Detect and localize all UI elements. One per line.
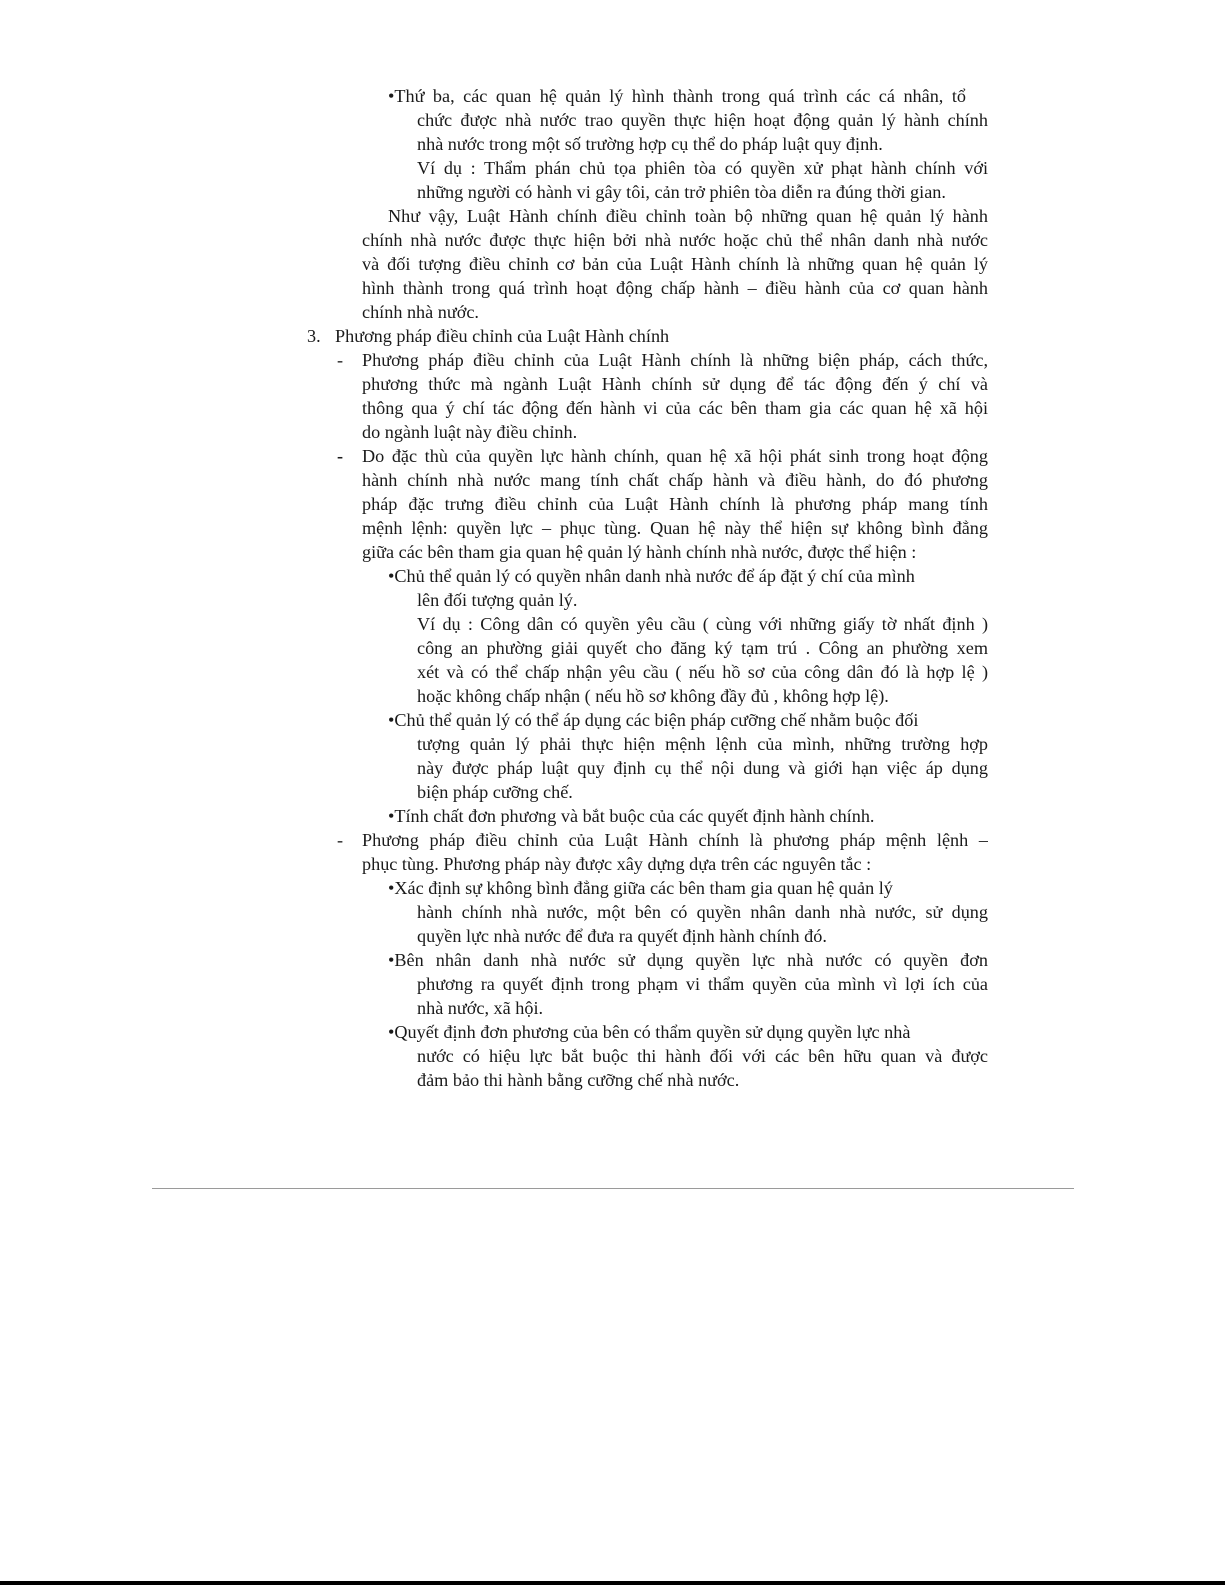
bullet-item: •Tính chất đơn phương và bắt buộc của các quyết định hành chính. bbox=[388, 806, 875, 826]
bullet-item: •Bên nhân danh nhà nước sử dụng quyền lực nhà nước có quyền đơn bbox=[388, 950, 988, 970]
bullet-item: •Quyết định đơn phương của bên có thẩm quyền sử dụng quyền lực nhà bbox=[388, 1022, 911, 1042]
body-line: chức được nhà nước trao quyền thực hiện hoạt động quản lý hành chính bbox=[417, 110, 988, 130]
dash-item-line: phương thức mà ngành Luật Hành chính sử dụng để tác động đến ý chí và bbox=[362, 374, 988, 394]
section-number: 3. bbox=[307, 326, 321, 346]
bullet-item-line: phương ra quyết định trong phạm vi thẩm quyền của mình vì lợi ích của bbox=[417, 974, 988, 994]
summary-paragraph-line: chính nhà nước được thực hiện bởi nhà nước hoặc chủ thể nhân danh nhà nước bbox=[362, 230, 988, 250]
dash-item-line: do ngành luật này điều chỉnh. bbox=[362, 422, 578, 442]
bullet-item-line: nước có hiệu lực bắt buộc thi hành đối với các bên hữu quan và được bbox=[417, 1046, 988, 1066]
summary-paragraph-line: chính nhà nước. bbox=[362, 302, 479, 322]
dash-marker: - bbox=[337, 830, 344, 850]
section-heading: Phương pháp điều chỉnh của Luật Hành chính bbox=[335, 326, 670, 346]
bullet-item-line: biện pháp cưỡng chế. bbox=[417, 782, 573, 802]
bullet-item-line: đảm bảo thi hành bằng cưỡng chế nhà nước. bbox=[417, 1070, 740, 1090]
bullet-item: •Xác định sự không bình đẳng giữa các bên tham gia quan hệ quản lý bbox=[388, 878, 893, 898]
dash-item-line: giữa các bên tham gia quan hệ quản lý hành chính nhà nước, được thể hiện : bbox=[362, 542, 917, 562]
dash-item-line: Phương pháp điều chỉnh của Luật Hành chính là phương pháp mệnh lệnh – bbox=[362, 830, 988, 850]
example-line: những người có hành vi gây tôi, cản trở phiên tòa diễn ra đúng thời gian. bbox=[417, 182, 946, 202]
example-line: Ví dụ : Thẩm phán chủ tọa phiên tòa có quyền xử phạt hành chính với bbox=[417, 158, 988, 178]
bullet-item-line: quyền lực nhà nước để đưa ra quyết định hành chính đó. bbox=[417, 926, 827, 946]
bullet-item-line: hành chính nhà nước, một bên có quyền nhân danh nhà nước, sử dụng bbox=[417, 902, 988, 922]
body-line: nhà nước trong một số trường hợp cụ thể do pháp luật quy định. bbox=[417, 134, 883, 154]
bullet-item-line: tượng quản lý phải thực hiện mệnh lệnh của mình, những trường hợp bbox=[417, 734, 988, 754]
example-line: công an phường giải quyết cho đăng ký tạm trú . Công an phường xem bbox=[417, 638, 988, 658]
example-line: xét và có thể chấp nhận yêu cầu ( nếu hồ sơ của công dân đó là hợp lệ ) bbox=[417, 662, 988, 682]
example-line: Ví dụ : Công dân có quyền yêu cầu ( cùng với những giấy tờ nhất định ) bbox=[417, 614, 988, 634]
bullet-item: •Chủ thể quản lý có quyền nhân danh nhà nước để áp đặt ý chí của mình bbox=[388, 566, 915, 586]
bullet-item-line: nhà nước, xã hội. bbox=[417, 998, 544, 1018]
example-line: hoặc không chấp nhận ( nếu hồ sơ không đầy đủ , không hợp lệ). bbox=[417, 686, 889, 706]
dash-item-line: pháp đặc trưng điều chỉnh của Luật Hành chính là phương pháp mang tính bbox=[362, 494, 988, 514]
summary-paragraph-line: hình thành trong quá trình hoạt động chấp hành – điều hành của cơ quan hành bbox=[362, 278, 988, 298]
dash-item-line: phục tùng. Phương pháp này được xây dựng dựa trên các nguyên tắc : bbox=[362, 854, 872, 874]
bottom-edge-rule bbox=[0, 1581, 1225, 1585]
summary-paragraph-line: và đối tượng điều chỉnh cơ bản của Luật Hành chính là những quan hệ quản lý bbox=[362, 254, 988, 274]
summary-paragraph-line: Như vậy, Luật Hành chính điều chỉnh toàn bộ những quan hệ quản lý hành bbox=[388, 206, 988, 226]
bullet-item-line: này được pháp luật quy định cụ thể nội dung và giới hạn việc áp dụng bbox=[417, 758, 988, 778]
bullet-item: •Chủ thể quản lý có thể áp dụng các biện pháp cưỡng chế nhằm buộc đối bbox=[388, 710, 919, 730]
dash-marker: - bbox=[337, 350, 344, 370]
dash-item-line: thông qua ý chí tác động đến hành vi của các bên tham gia các quan hệ xã hội bbox=[362, 398, 988, 418]
page-divider bbox=[152, 1188, 1074, 1189]
dash-item-line: mệnh lệnh: quyền lực – phục tùng. Quan hệ này thể hiện sự không bình đẳng bbox=[362, 518, 988, 538]
dash-marker: - bbox=[337, 446, 344, 466]
bullet-item-thu-ba: •Thứ ba, các quan hệ quản lý hình thành trong quá trình các cá nhân, tổ bbox=[388, 86, 966, 106]
bullet-item-line: lên đối tượng quản lý. bbox=[417, 590, 578, 610]
dash-item-line: Phương pháp điều chỉnh của Luật Hành chính là những biện pháp, cách thức, bbox=[362, 350, 988, 370]
dash-item-line: hành chính nhà nước mang tính chất chấp hành và điều hành, do đó phương bbox=[362, 470, 988, 490]
dash-item-line: Do đặc thù của quyền lực hành chính, quan hệ xã hội phát sinh trong hoạt động bbox=[362, 446, 988, 466]
